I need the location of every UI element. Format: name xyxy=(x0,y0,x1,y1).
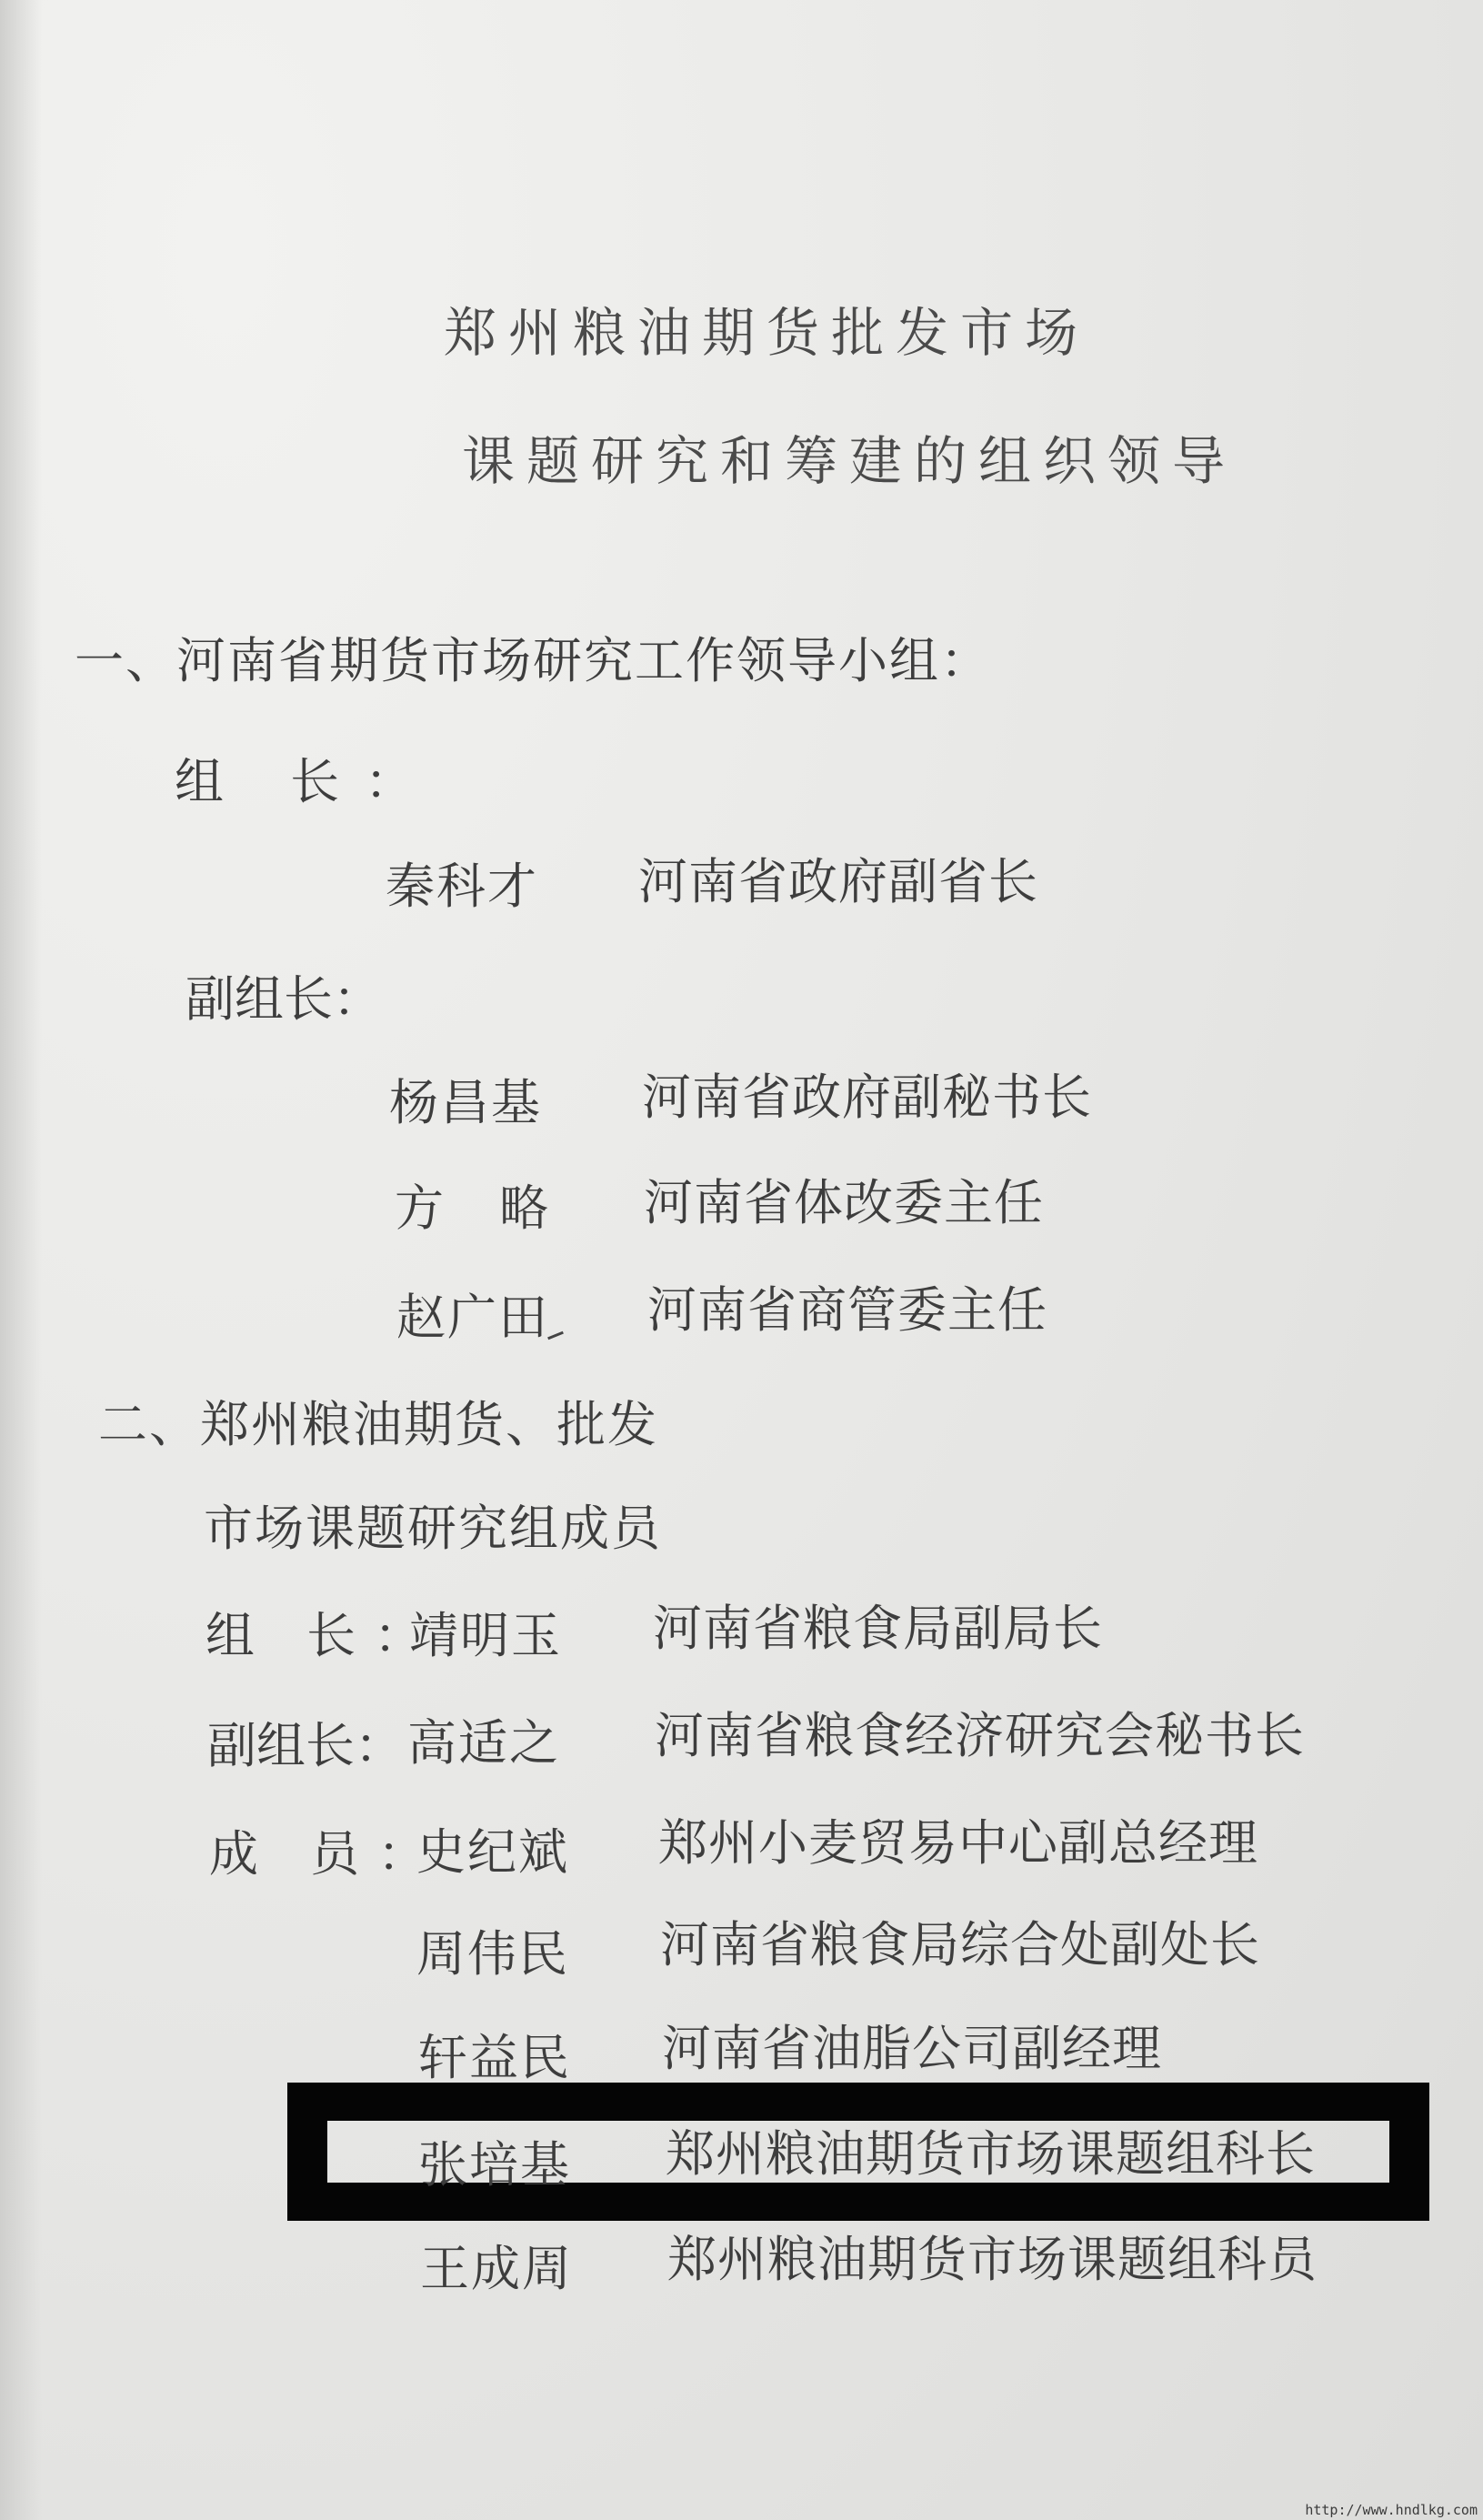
section-2-member-name: 史纪斌 xyxy=(416,1823,569,1881)
section-2-heading-line-1: 二、郑州粮油期货、批发 xyxy=(98,1396,658,1453)
section-2-member-position: 河南省油脂公司副经理 xyxy=(662,2020,1162,2077)
stray-pen-mark xyxy=(547,1331,564,1340)
section-2-leader-name: 靖明玉 xyxy=(409,1607,562,1664)
section-2-member-position: 郑州粮油期货市场课题组科长 xyxy=(666,2125,1316,2183)
section-1-deputy-label: 副组长： xyxy=(185,970,382,1028)
section-2-leader-label: 组 长： xyxy=(205,1607,442,1664)
section-1-deputy-name: 方 略 xyxy=(395,1180,569,1237)
section-1-leader-label: 组 长： xyxy=(175,753,440,810)
source-url: http://www.hndlkg.com xyxy=(1305,2502,1478,2518)
section-1-deputy-position: 河南省体改委主任 xyxy=(644,1174,1044,1231)
section-2-member-name: 周伟民 xyxy=(416,1925,569,1983)
section-2-members-label: 成 员： xyxy=(209,1825,446,1882)
section-1-leader-position: 河南省政府副省长 xyxy=(638,853,1038,910)
section-1-deputy-position: 河南省政府副秘书长 xyxy=(642,1069,1092,1126)
section-2-member-position: 河南省粮食局综合处副处长 xyxy=(660,1916,1260,1973)
section-2-member-name: 王成周 xyxy=(420,2240,573,2297)
section-1-deputy-position: 河南省商管委主任 xyxy=(647,1281,1047,1339)
section-1-deputy-name: 杨昌基 xyxy=(389,1074,542,1131)
page-edge-shadow xyxy=(0,0,42,2520)
section-2-member-position: 郑州粮油期货市场课题组科员 xyxy=(667,2231,1318,2288)
section-2-member-name: 轩益民 xyxy=(418,2029,571,2086)
section-2-deputy-position: 河南省粮食经济研究会秘书长 xyxy=(655,1707,1305,1764)
document-title-line-2: 课题研究和筹建的组织领导 xyxy=(462,430,1238,492)
section-1-deputy-name: 赵广田 xyxy=(396,1289,549,1346)
section-2-member-name: 张培基 xyxy=(418,2136,571,2194)
section-1-heading: 一、河南省期货市场研究工作领导小组： xyxy=(75,632,991,689)
section-2-leader-position: 河南省粮食局副局长 xyxy=(653,1600,1103,1657)
document-title-line-1: 郑州粮油期货批发市场 xyxy=(444,302,1090,364)
section-2-heading-line-2: 市场课题研究组成员 xyxy=(204,1500,662,1557)
section-2-deputy-label: 副组长： xyxy=(207,1717,404,1774)
section-2-member-position: 郑州小麦贸易中心副总经理 xyxy=(658,1814,1258,1872)
section-2-deputy-name: 高适之 xyxy=(407,1714,560,1772)
section-1-leader-name: 秦科才 xyxy=(386,858,538,915)
